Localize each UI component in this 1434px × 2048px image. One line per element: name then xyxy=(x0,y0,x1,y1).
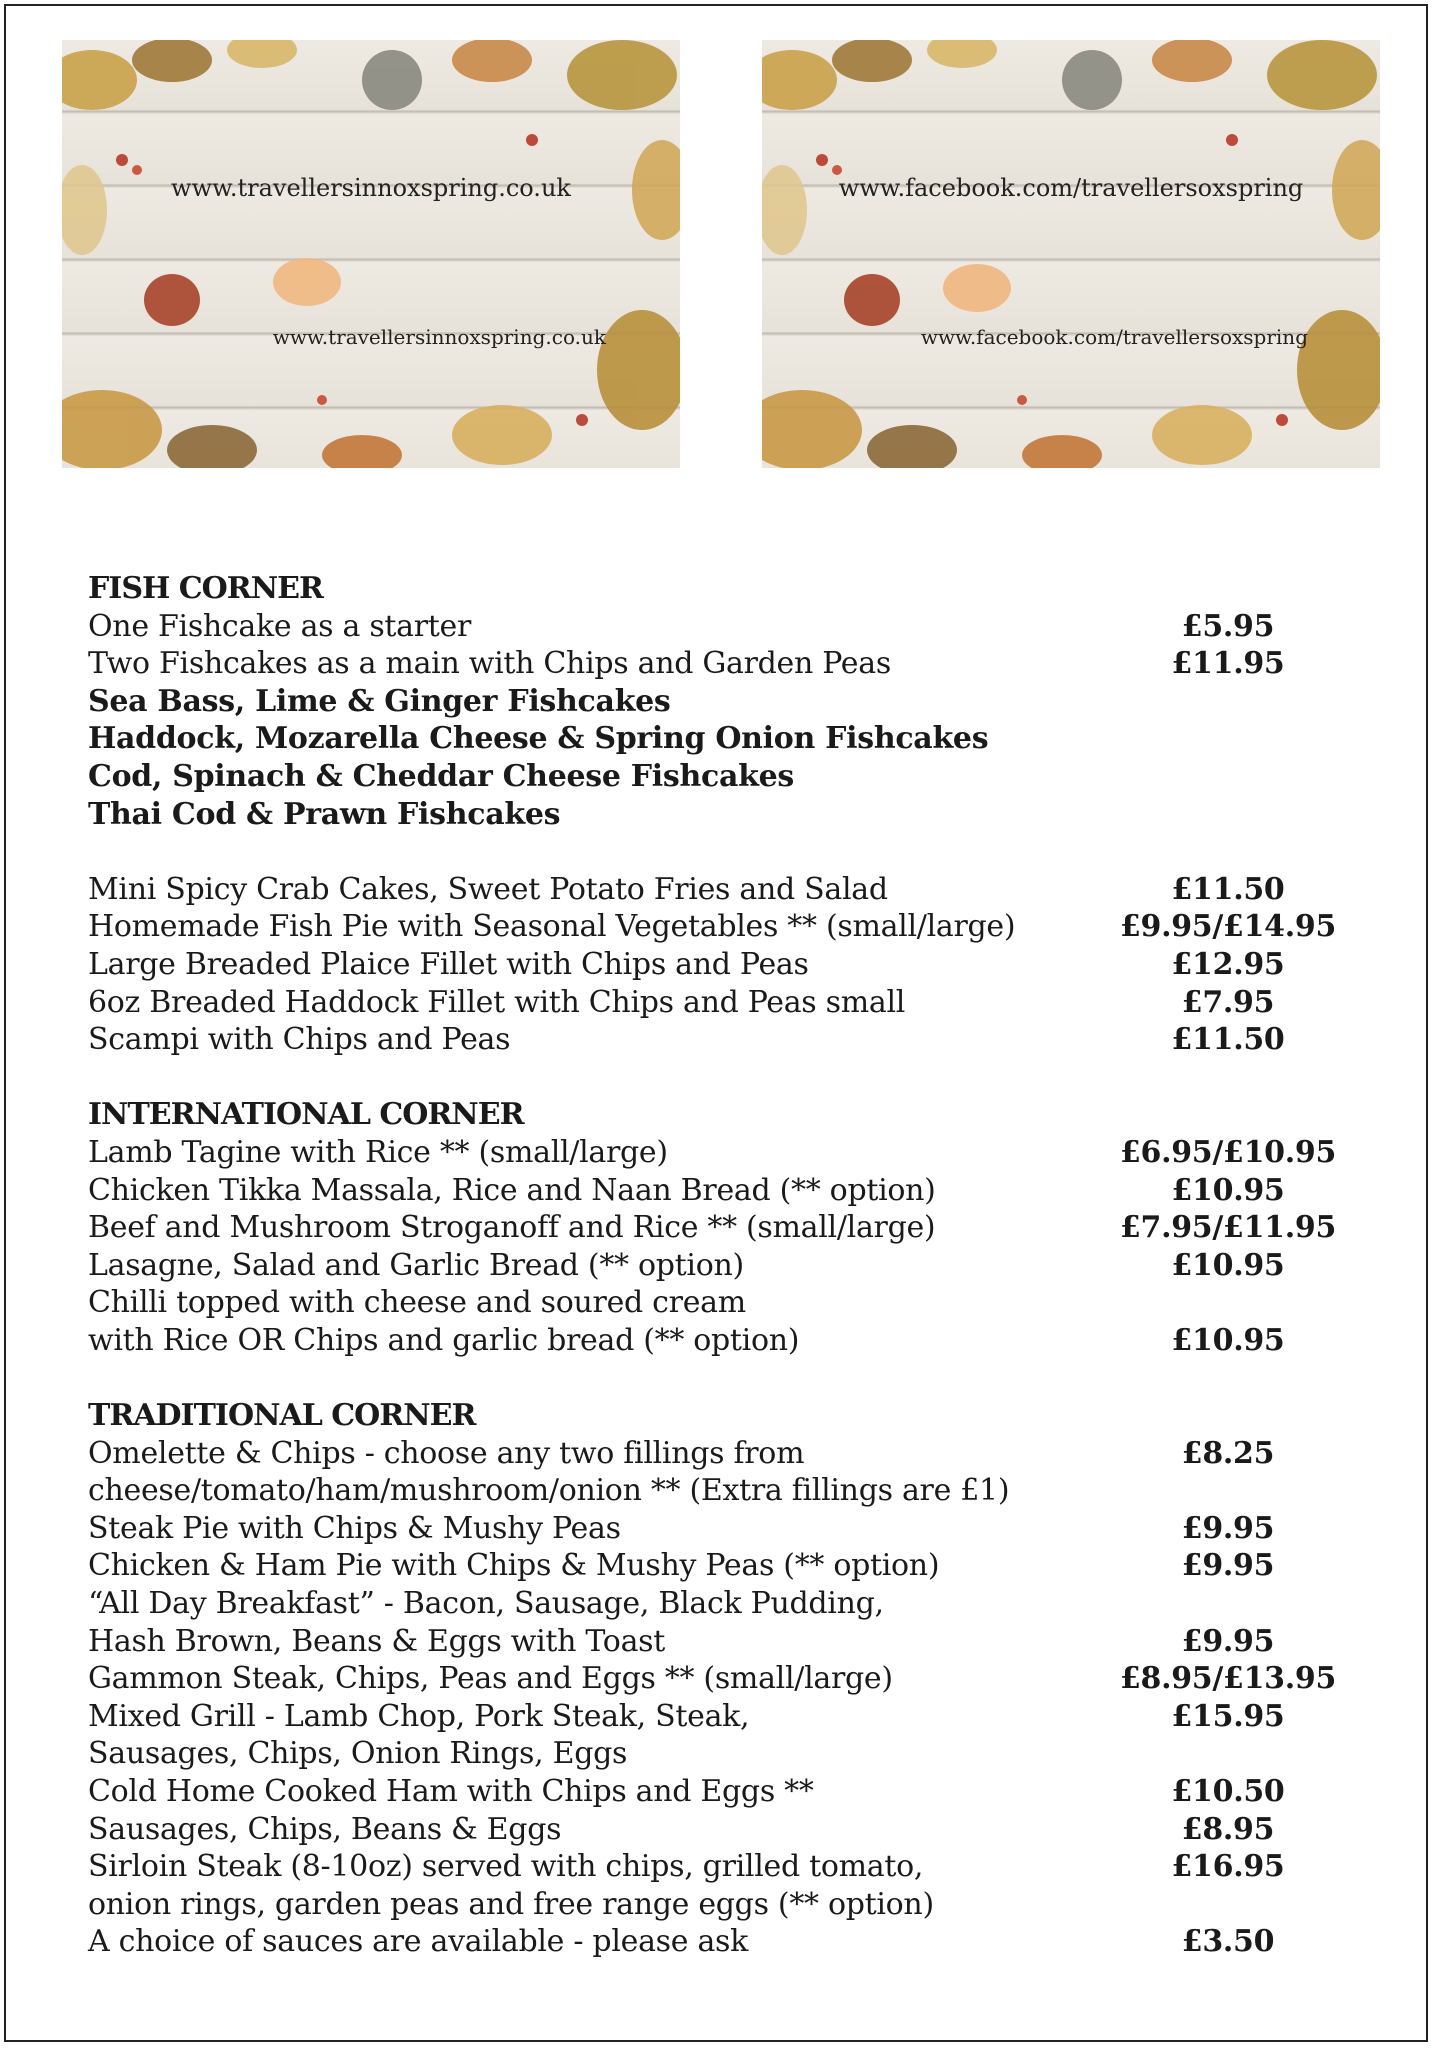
item-price: £9.95/£14.95 xyxy=(1119,909,1337,945)
menu-item xyxy=(88,1172,1348,1210)
item-price: £9.95 xyxy=(1181,1623,1275,1659)
item-price: £12.95 xyxy=(1171,946,1285,982)
item-label: Sausages, Chips, Beans & Eggs xyxy=(88,1811,562,1847)
item-label: Chilli topped with cheese and soured cream xyxy=(88,1285,746,1321)
item-label: Lasagne, Salad and Garlic Bread (** option) xyxy=(88,1247,744,1283)
menu-item xyxy=(88,1848,1348,1886)
banner-website xyxy=(62,40,680,468)
item-price: £8.95/£13.95 xyxy=(1119,1661,1337,1697)
menu-item xyxy=(88,908,1348,946)
variety-label: Thai Cod & Prawn Fishcakes xyxy=(88,796,561,832)
item-price: £11.50 xyxy=(1171,1022,1285,1058)
menu-item xyxy=(88,1209,1348,1247)
item-label: Sirloin Steak (8-10oz) served with chips, grilled tomato, xyxy=(88,1849,924,1885)
menu-item xyxy=(88,1021,1348,1059)
menu-item xyxy=(88,984,1348,1022)
fishcake-variety xyxy=(88,720,1348,758)
menu-item xyxy=(88,1923,1348,1961)
item-label: Beef and Mushroom Stroganoff and Rice ** (small/large) xyxy=(88,1210,936,1246)
item-label: 6oz Breaded Haddock Fillet with Chips and Peas small xyxy=(88,984,906,1020)
menu-item xyxy=(88,1811,1348,1849)
facebook-url-bottom[interactable]: www.facebook.com/travellersoxspring xyxy=(920,325,1308,349)
menu-item xyxy=(88,608,1348,646)
item-price: £9.95 xyxy=(1181,1510,1275,1546)
item-label: Hash Brown, Beans & Eggs with Toast xyxy=(88,1623,666,1659)
item-price: £10.95 xyxy=(1171,1172,1285,1208)
item-label: with Rice OR Chips and garlic bread (** option) xyxy=(88,1322,800,1358)
item-label: Large Breaded Plaice Fillet with Chips and Peas xyxy=(88,946,809,982)
menu-body xyxy=(88,570,1348,1961)
item-price: £16.95 xyxy=(1171,1849,1285,1885)
menu-item xyxy=(88,1585,1348,1623)
item-price: £6.95/£10.95 xyxy=(1119,1134,1337,1170)
item-label: onion rings, garden peas and free range eggs (** option) xyxy=(88,1886,934,1922)
fish-corner-heading: FISH CORNER xyxy=(88,571,323,606)
menu-item xyxy=(88,1435,1348,1473)
item-label: Steak Pie with Chips & Mushy Peas xyxy=(88,1510,621,1546)
menu-item xyxy=(88,1623,1348,1661)
item-label: Homemade Fish Pie with Seasonal Vegetables ** (small/large) xyxy=(88,909,1016,945)
fishcake-variety xyxy=(88,758,1348,796)
banner-facebook xyxy=(762,40,1380,468)
menu-item xyxy=(88,1698,1348,1736)
menu-item xyxy=(88,1284,1348,1322)
item-price: £7.95/£11.95 xyxy=(1119,1210,1337,1246)
facebook-url-top[interactable]: www.facebook.com/travellersoxspring xyxy=(838,174,1304,202)
autumn-leaves-decoration xyxy=(762,40,1380,468)
spacer xyxy=(88,833,1348,871)
item-price: £10.95 xyxy=(1171,1322,1285,1358)
menu-item xyxy=(88,871,1348,909)
variety-label: Cod, Spinach & Cheddar Cheese Fishcakes xyxy=(88,758,794,794)
item-label: Chicken & Ham Pie with Chips & Mushy Peas (** option) xyxy=(88,1548,940,1584)
item-price: £3.50 xyxy=(1181,1924,1275,1960)
fishcake-variety xyxy=(88,683,1348,721)
menu-item xyxy=(88,1134,1348,1172)
item-label: cheese/tomato/ham/mushroom/onion ** (Extra fillings are £1) xyxy=(88,1473,1010,1509)
item-price: £11.50 xyxy=(1171,871,1285,907)
item-price: £15.95 xyxy=(1171,1698,1285,1734)
item-price: £7.95 xyxy=(1181,984,1275,1020)
traditional-corner-heading: TRADITIONAL CORNER xyxy=(88,1398,476,1434)
website-url-bottom[interactable]: www.travellersinnoxspring.co.uk xyxy=(272,325,606,349)
item-label: Gammon Steak, Chips, Peas and Eggs ** (small/large) xyxy=(88,1661,893,1697)
item-label: Cold Home Cooked Ham with Chips and Eggs ** xyxy=(88,1774,814,1809)
menu-item xyxy=(88,1735,1348,1773)
item-label: A choice of sauces are available - please ask xyxy=(88,1924,749,1960)
item-label: One Fishcake as a starter xyxy=(88,608,472,644)
variety-label: Sea Bass, Lime & Ginger Fishcakes xyxy=(88,683,671,719)
menu-item xyxy=(88,1247,1348,1285)
menu-item xyxy=(88,1322,1348,1360)
item-label: Omelette & Chips - choose any two fillings from xyxy=(88,1435,805,1471)
item-price: £8.25 xyxy=(1181,1435,1275,1471)
item-price: £5.95 xyxy=(1181,608,1275,644)
item-label: Lamb Tagine with Rice ** (small/large) xyxy=(88,1134,668,1170)
menu-item xyxy=(88,645,1348,683)
item-label: Scampi with Chips and Peas xyxy=(88,1022,511,1058)
autumn-leaves-decoration xyxy=(62,40,680,468)
item-price: £8.95 xyxy=(1181,1811,1275,1847)
variety-label: Haddock, Mozarella Cheese & Spring Onion Fishcakes xyxy=(88,721,989,757)
item-label: Two Fishcakes as a main with Chips and Garden Peas xyxy=(88,646,891,682)
item-label: Mini Spicy Crab Cakes, Sweet Potato Fries and Salad xyxy=(88,871,888,907)
menu-item xyxy=(88,1547,1348,1585)
item-label: Mixed Grill - Lamb Chop, Pork Steak, Steak, xyxy=(88,1698,750,1734)
spacer xyxy=(88,1059,1348,1097)
item-label: Sausages, Chips, Onion Rings, Eggs xyxy=(88,1736,628,1772)
spacer xyxy=(88,1359,1348,1397)
menu-item xyxy=(88,946,1348,984)
menu-item xyxy=(88,1472,1348,1510)
international-corner-heading: INTERNATIONAL CORNER xyxy=(88,1097,524,1133)
item-label: “All Day Breakfast” - Bacon, Sausage, Black Pudding, xyxy=(88,1586,884,1622)
item-price: £10.50 xyxy=(1171,1774,1285,1809)
menu-item xyxy=(88,1510,1348,1548)
fishcake-variety xyxy=(88,796,1348,834)
item-price: £10.95 xyxy=(1171,1247,1285,1283)
item-price: £9.95 xyxy=(1181,1548,1275,1584)
menu-item xyxy=(88,1660,1348,1698)
menu-item xyxy=(88,1773,1348,1811)
item-price: £11.95 xyxy=(1171,646,1285,682)
menu-item xyxy=(88,1886,1348,1924)
website-url-top[interactable]: www.travellersinnoxspring.co.uk xyxy=(171,174,571,202)
item-label: Chicken Tikka Massala, Rice and Naan Bread (** option) xyxy=(88,1172,936,1208)
